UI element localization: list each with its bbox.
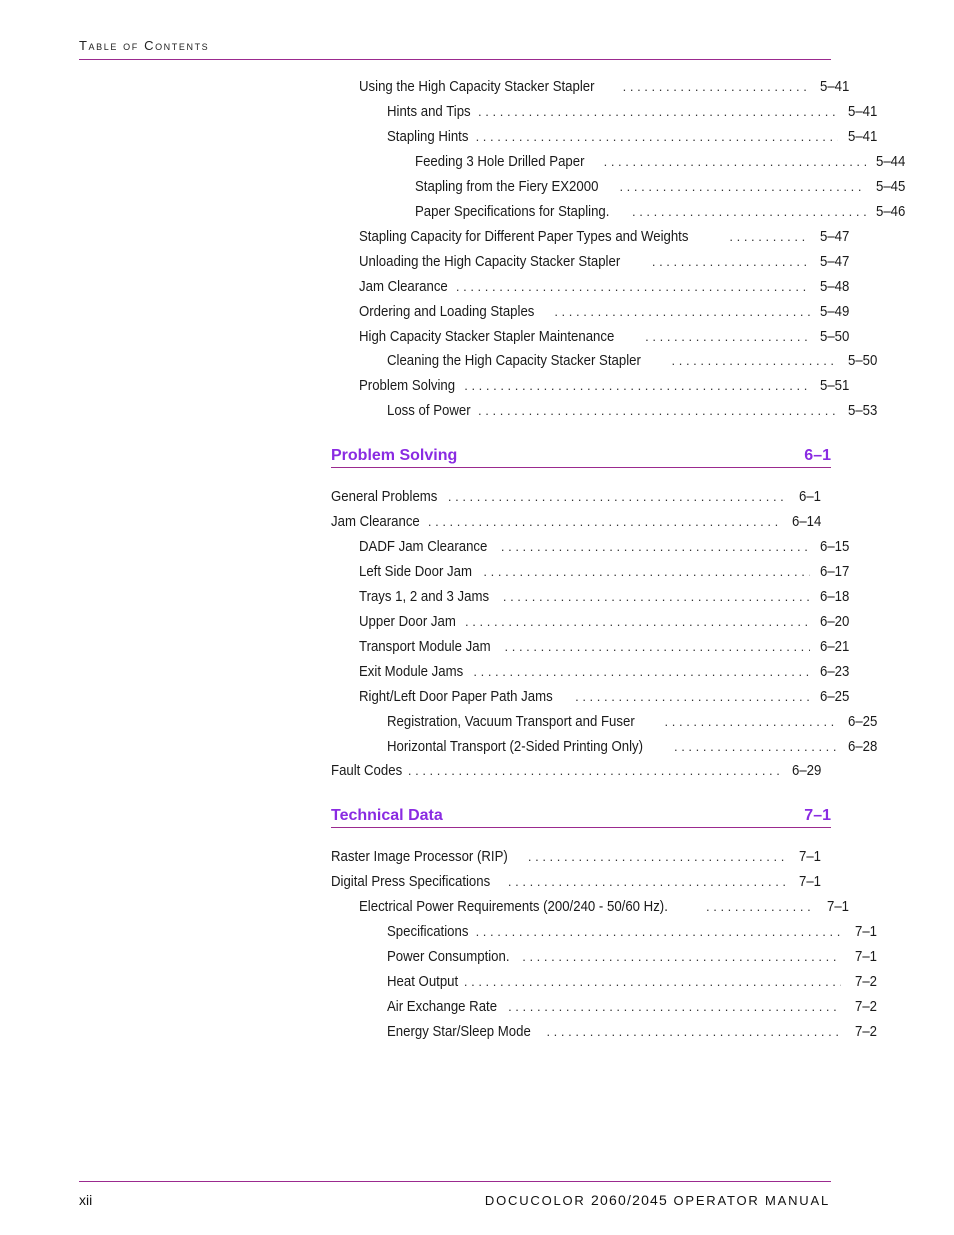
dot-leader — [528, 849, 785, 864]
toc-entry-title: Stapling Capacity for Different Paper Types and Weights — [359, 227, 689, 245]
toc-entry-page: 5–49 — [819, 302, 849, 320]
toc-entry-page: 7–1 — [798, 872, 821, 890]
toc-entry-title: Left Side Door Jam — [359, 562, 472, 580]
toc-entry-title: High Capacity Stacker Stapler Maintenance — [359, 327, 615, 345]
dot-leader — [652, 254, 810, 269]
toc-entry[interactable] — [331, 538, 849, 560]
dot-leader — [554, 304, 809, 319]
toc-entry[interactable] — [331, 663, 849, 685]
toc-entry-title: Loss of Power — [387, 402, 471, 420]
toc-entry-title: DADF Jam Clearance — [359, 537, 488, 555]
toc-entry-title: Energy Star/Sleep Mode — [387, 1022, 531, 1040]
toc-entry-page: 6–17 — [819, 562, 849, 580]
toc-entry-page: 7–1 — [798, 848, 821, 865]
toc-entry-page: 6–15 — [819, 537, 849, 555]
dot-leader — [508, 999, 841, 1014]
toc-entry-title: Trays 1, 2 and 3 Jams — [359, 587, 490, 605]
toc-entry[interactable] — [331, 488, 821, 510]
toc-entry-page: 6–23 — [819, 662, 849, 680]
dot-leader — [604, 154, 866, 169]
toc-entry-title: Transport Module Jam — [359, 637, 491, 655]
dot-leader — [672, 353, 838, 368]
dot-leader — [665, 714, 838, 729]
toc-entry-title: Heat Output — [387, 972, 459, 990]
toc-entry-title: Upper Door Jam — [359, 612, 456, 630]
toc-entry[interactable] — [331, 328, 849, 350]
section-heading-problem-solving[interactable] — [331, 444, 831, 468]
dot-leader — [645, 329, 809, 344]
toc-entry-page: 6–29 — [791, 762, 821, 780]
toc-entry-page: 5–41 — [847, 102, 877, 120]
dot-leader — [473, 664, 809, 679]
dot-leader — [501, 539, 810, 554]
toc-entry[interactable] — [331, 738, 877, 760]
toc-entry[interactable] — [331, 513, 821, 535]
dot-leader — [706, 899, 813, 914]
toc-entry-page: 5–50 — [819, 327, 849, 345]
dot-leader — [476, 129, 838, 144]
toc-entry[interactable] — [331, 178, 905, 200]
toc-entry-page: 5–41 — [819, 78, 849, 95]
dot-leader — [448, 489, 785, 504]
toc-entry[interactable] — [331, 898, 849, 920]
toc-entry-title: Problem Solving — [359, 377, 456, 395]
toc-entry[interactable] — [331, 103, 877, 125]
toc-entry-title: Power Consumption. — [387, 947, 510, 965]
toc-entry-page: 6–21 — [819, 637, 849, 655]
toc-entry-page: 6–25 — [819, 687, 849, 705]
toc-entry[interactable] — [331, 278, 849, 300]
dot-leader — [464, 974, 841, 989]
dot-leader — [428, 514, 782, 529]
toc-entry-page: 6–14 — [791, 512, 821, 530]
section-title: Technical Data — [331, 807, 443, 824]
toc-entry[interactable] — [331, 228, 849, 250]
footer-manual: OPERATOR MANUAL — [673, 1193, 830, 1208]
toc-entry[interactable] — [331, 128, 877, 150]
toc-entry[interactable] — [331, 153, 905, 175]
dot-leader — [575, 689, 810, 704]
toc-entry[interactable] — [331, 713, 877, 735]
toc-entry[interactable] — [331, 873, 821, 895]
dot-leader — [619, 179, 865, 194]
toc-entry-title: Stapling Hints — [387, 127, 469, 145]
toc-entry-title: Jam Clearance — [331, 512, 420, 530]
toc-entry-title: Cleaning the High Capacity Stacker Stapler — [387, 352, 641, 370]
footer-model: 2060/2045 — [591, 1192, 669, 1208]
toc-entry[interactable] — [331, 638, 849, 660]
toc-entry[interactable] — [331, 1023, 877, 1045]
toc-entry[interactable] — [331, 613, 849, 635]
toc-entry-page: 6–25 — [847, 712, 877, 730]
toc-entry-page: 7–1 — [854, 947, 877, 965]
toc-entry-page: 5–53 — [847, 402, 877, 420]
toc-entry-page: 5–45 — [875, 177, 905, 195]
toc-entry-page: 5–47 — [819, 252, 849, 270]
toc-entry-title: Digital Press Specifications — [331, 872, 491, 890]
dot-leader — [632, 204, 866, 219]
toc-entry-page: 5–50 — [847, 352, 877, 370]
toc-entry[interactable] — [331, 948, 877, 970]
toc-entry-title: Stapling from the Fiery EX2000 — [415, 177, 599, 195]
toc-entry[interactable] — [331, 402, 877, 424]
toc-entry-title: Electrical Power Requirements (200/240 - 50/60 Hz). — [359, 897, 668, 915]
footer-manual-title — [485, 1192, 830, 1208]
toc-entry-page: 5–44 — [875, 152, 905, 170]
toc-entry-title: Ordering and Loading Staples — [359, 302, 535, 320]
toc-entry-title: Jam Clearance — [359, 277, 448, 295]
footer-rule — [79, 1181, 831, 1182]
section-page: 6–1 — [804, 447, 831, 464]
dot-leader — [503, 589, 810, 604]
toc-entry-page: 6–20 — [819, 612, 849, 630]
toc-entry-page: 7–1 — [854, 922, 877, 940]
toc-entry[interactable] — [331, 377, 849, 399]
toc-entry-title: Horizontal Transport (2-Sided Printing Only) — [387, 737, 644, 755]
toc-entry-page: 6–28 — [847, 737, 877, 755]
toc-entry-page: 7–2 — [854, 997, 877, 1015]
toc-entry-page: 5–46 — [875, 202, 905, 220]
toc-entry-page: 6–1 — [798, 488, 821, 505]
toc-entry-title: Using the High Capacity Stacker Stapler — [359, 78, 595, 95]
toc-entry-title: Specifications — [387, 922, 469, 940]
toc-entry-title: Registration, Vacuum Transport and Fuser — [387, 712, 635, 730]
toc-entry-page: 5–48 — [819, 277, 849, 295]
toc-entry-title: Raster Image Processor (RIP) — [331, 848, 508, 865]
toc-entry-title: Fault Codes — [331, 762, 403, 780]
dot-leader — [546, 1024, 841, 1039]
toc-entry[interactable] — [331, 762, 821, 784]
toc-entry-page: 7–1 — [826, 897, 849, 915]
toc-entry-title: Air Exchange Rate — [387, 997, 498, 1015]
toc-entry-title: Feeding 3 Hole Drilled Paper — [415, 152, 585, 170]
toc-entry[interactable] — [331, 78, 849, 100]
toc-entry[interactable] — [331, 688, 849, 710]
dot-leader — [408, 763, 782, 778]
toc-entry[interactable] — [331, 848, 821, 870]
toc-entry-title: Paper Specifications for Stapling. — [415, 202, 610, 220]
toc-entry[interactable] — [331, 563, 849, 585]
footer-page-number: xii — [79, 1192, 93, 1208]
toc-entry-title: Hints and Tips — [387, 102, 471, 120]
toc-entry-page: 7–2 — [854, 1022, 877, 1040]
footer-brand: DOCUCOLOR — [484, 1193, 586, 1208]
toc-entry[interactable] — [331, 923, 877, 945]
dot-leader — [456, 279, 810, 294]
toc-entry-page: 5–41 — [847, 127, 877, 145]
toc-entry-title: Right/Left Door Paper Path Jams — [359, 687, 553, 705]
toc-entry[interactable] — [331, 203, 905, 225]
dot-leader — [478, 403, 838, 418]
dot-leader — [505, 639, 810, 654]
toc-entry-page: 6–18 — [819, 587, 849, 605]
toc-entry[interactable] — [331, 352, 877, 374]
toc-entry-page: 5–47 — [819, 227, 849, 245]
section-page: 7–1 — [804, 807, 831, 824]
dot-leader — [623, 79, 810, 94]
dot-leader — [729, 229, 809, 244]
dot-leader — [465, 614, 810, 629]
header-rule — [79, 59, 831, 60]
toc-entry[interactable] — [331, 303, 849, 325]
dot-leader — [476, 924, 841, 939]
running-header: Table of Contents — [79, 38, 210, 53]
toc-entry-title: Exit Module Jams — [359, 662, 464, 680]
toc-entry-title: General Problems — [331, 488, 438, 505]
dot-leader — [674, 739, 838, 754]
toc-entry[interactable] — [331, 588, 849, 610]
toc-entry-page: 5–51 — [819, 377, 849, 395]
toc-entry[interactable] — [331, 973, 877, 995]
dot-leader — [464, 378, 809, 393]
toc-entry-title: Unloading the High Capacity Stacker Stapler — [359, 252, 621, 270]
toc-entry-page: 7–2 — [854, 972, 877, 990]
toc-entry[interactable] — [331, 998, 877, 1020]
section-title: Problem Solving — [331, 447, 458, 464]
dot-leader — [478, 104, 838, 119]
toc-entry[interactable] — [331, 253, 849, 275]
dot-leader — [483, 564, 809, 579]
section-heading-technical-data[interactable] — [331, 804, 831, 828]
dot-leader — [508, 874, 785, 889]
dot-leader — [522, 949, 841, 964]
